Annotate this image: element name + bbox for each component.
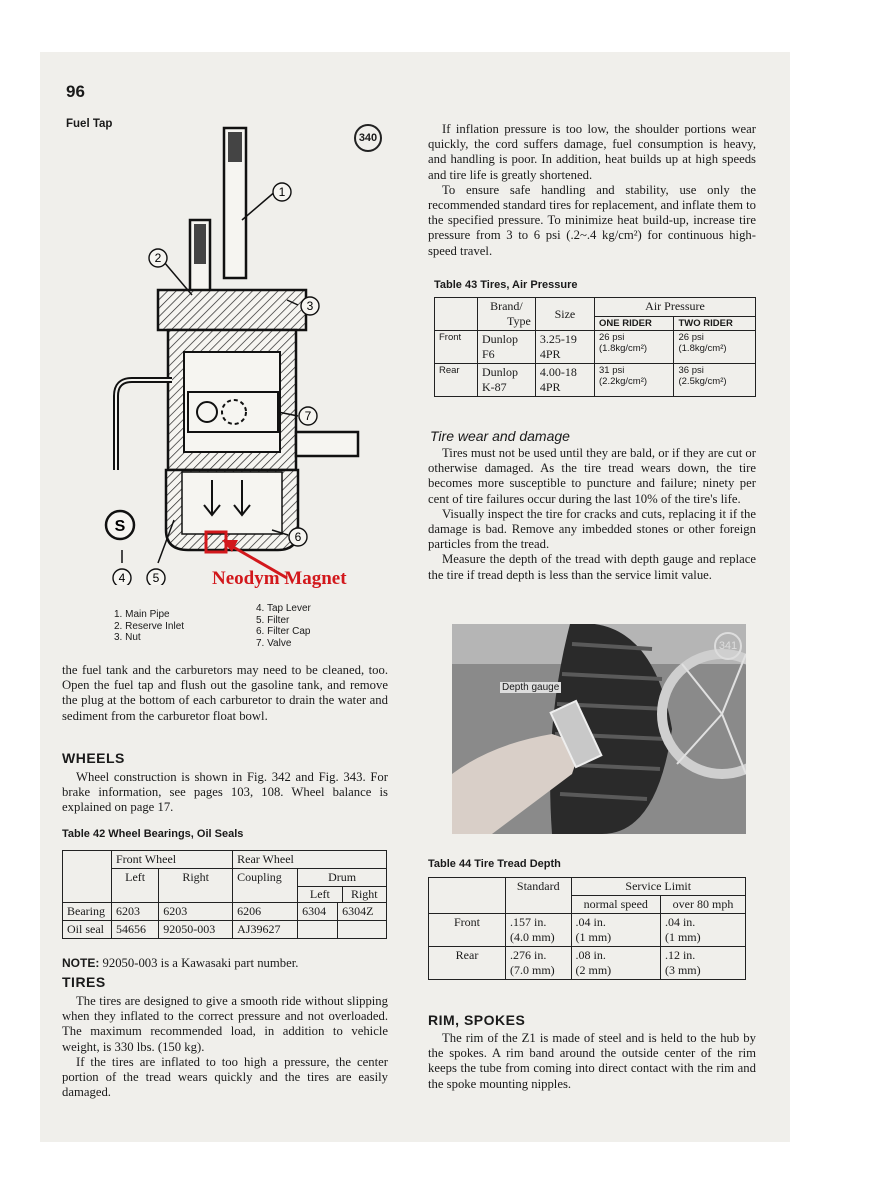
lever-arm-inner bbox=[116, 380, 172, 470]
cell-line: F6 bbox=[482, 347, 495, 361]
table-cell: Bearing bbox=[63, 903, 112, 921]
main-pipe-screen bbox=[228, 132, 242, 162]
wheel-bearings-table bbox=[62, 850, 387, 939]
legend-item: 7. Valve bbox=[256, 637, 292, 649]
th-type: Type bbox=[507, 314, 531, 328]
wheels-text: Wheel construction is shown in Fig. 342 and Fig. 343. For brake information, see pages 103, 108. Wheel balance is explained on page 17. bbox=[62, 770, 388, 815]
legend-item: 3. Nut bbox=[114, 632, 141, 643]
cell-line: (7.0 mm) bbox=[510, 963, 555, 977]
th-left: Left bbox=[112, 869, 159, 903]
cell-line: (4.0 mm) bbox=[510, 930, 555, 944]
table-row bbox=[429, 914, 746, 947]
table-row bbox=[429, 947, 746, 980]
legend-item: 5. Filter bbox=[256, 614, 290, 626]
th-air-pressure: Air Pressure bbox=[595, 298, 756, 317]
table-cell bbox=[595, 364, 674, 397]
table-cell: 54656 bbox=[112, 921, 159, 939]
wear-heading: Tire wear and damage bbox=[430, 428, 570, 444]
callout-6: 6 bbox=[294, 530, 302, 544]
th-drum-sub bbox=[298, 886, 386, 902]
table-cell bbox=[571, 914, 660, 947]
cell-line: Dunlop bbox=[482, 365, 518, 379]
table-row bbox=[435, 364, 756, 397]
nut-shape bbox=[158, 290, 306, 330]
cell-line: (2.2kg/cm²) bbox=[599, 376, 648, 387]
cell-line: 4PR bbox=[539, 380, 561, 394]
table-cell bbox=[571, 947, 660, 980]
table-cell: 92050-003 bbox=[159, 921, 233, 939]
cell-line: Dunlop bbox=[482, 332, 518, 346]
cell-line: .157 in. bbox=[510, 915, 547, 929]
table-cell: Rear bbox=[429, 947, 506, 980]
reserve-pipe-screen bbox=[194, 224, 206, 264]
wear-text-3: Measure the depth of the tread with depth gauge and replace the tire if tread depth is less than the service limit value. bbox=[428, 552, 756, 582]
fuel-tank-paragraph bbox=[62, 663, 388, 724]
th-rear-wheel: Rear Wheel bbox=[233, 851, 387, 869]
table-cell: AJ39627 bbox=[233, 921, 298, 939]
figure-title: Fuel Tap bbox=[66, 118, 113, 130]
callout-4: 4 bbox=[118, 571, 126, 585]
table-cell bbox=[660, 947, 745, 980]
cell-line: 26 psi bbox=[678, 332, 704, 343]
table-cell: 6206 bbox=[233, 903, 298, 921]
th-standard: Standard bbox=[506, 878, 572, 914]
cell-line: (1.8kg/cm²) bbox=[599, 343, 648, 354]
th-size: Size bbox=[535, 298, 594, 331]
callout-5: 5 bbox=[152, 571, 160, 585]
cell-line: .12 in. bbox=[664, 948, 696, 962]
magnet-annotation: Neodym Magnet bbox=[212, 568, 347, 589]
photo-number: 341 bbox=[714, 632, 742, 660]
cell-line: .04 in. bbox=[575, 915, 606, 929]
legend-item: 4. Tap Lever bbox=[256, 603, 311, 614]
figure-number: 340 bbox=[354, 124, 382, 152]
legend-item: 2. Reserve Inlet bbox=[114, 620, 185, 632]
th-front-wheel: Front Wheel bbox=[112, 851, 233, 869]
table42-caption: Table 42 Wheel Bearings, Oil Seals bbox=[62, 828, 244, 840]
cell-line: K-87 bbox=[482, 380, 507, 394]
table-cell bbox=[478, 364, 536, 397]
note-label: NOTE: bbox=[62, 956, 100, 970]
tires-paragraphs bbox=[62, 994, 388, 1100]
th-two-rider: TWO RIDER bbox=[674, 316, 756, 330]
table-cell bbox=[338, 921, 387, 939]
th-service-limit: Service Limit bbox=[571, 878, 746, 896]
table-row bbox=[63, 921, 387, 939]
cell-line: 4PR bbox=[539, 347, 561, 361]
table-cell: 6203 bbox=[159, 903, 233, 921]
legend-right bbox=[256, 603, 311, 649]
table-cell bbox=[595, 331, 674, 364]
table-cell: Front bbox=[429, 914, 506, 947]
cell-line: 4.00-18 bbox=[539, 365, 577, 379]
inflation-text-1: If inflation pressure is too low, the shoulder portions wear quickly, the cord suffers damage, fuel consumption is heavy, and handling is poor. In addition, heat builds up at high speeds and tire life is greatly shortened. bbox=[428, 122, 756, 182]
rim-heading: RIM, SPOKES bbox=[428, 1012, 526, 1028]
cell-line: 36 psi bbox=[678, 365, 704, 376]
page-number: 96 bbox=[66, 82, 85, 101]
tires-text-2: If the tires are inflated to too high a pressure, the center portion of the tread wears quickly and the tires are easily damaged. bbox=[62, 1054, 388, 1100]
table-cell bbox=[506, 914, 572, 947]
legend-item: 1. Main Pipe bbox=[114, 609, 170, 620]
cell-line: 26 psi bbox=[599, 332, 625, 343]
th-one-rider: ONE RIDER bbox=[595, 316, 674, 330]
table-cell bbox=[674, 364, 756, 397]
cell-line: (3 mm) bbox=[664, 963, 701, 977]
wear-text-2: Visually inspect the tire for cracks and cuts, replacing it if the damage is bad. Remove any imbedded stones or other foreign particles from the tread. bbox=[428, 506, 756, 552]
table43-caption: Table 43 Tires, Air Pressure bbox=[434, 279, 578, 291]
table-cell bbox=[535, 331, 594, 364]
wear-text-1: Tires must not be used until they are bald, or if they are cut or otherwise damaged. As the tire tread wears down, the tire becomes more susceptible to puncture and failure; ninety per cent of tire failures occur during the last 10% of the tire's life. bbox=[428, 446, 756, 506]
table-row bbox=[63, 903, 387, 921]
rim-text: The rim of the Z1 is made of steel and is held to the hub by the spokes. A rim band around the outside center of the rim keeps the tube from coming into direct contact with the rim and the spoke mounting nipples. bbox=[428, 1031, 756, 1091]
rim-paragraph bbox=[428, 1031, 756, 1092]
th-drum-left: Left bbox=[298, 887, 342, 902]
cell-line: (2.5kg/cm²) bbox=[678, 376, 727, 387]
lever-arm bbox=[116, 380, 172, 470]
th-normal-speed: normal speed bbox=[571, 896, 660, 914]
outlet-pipe bbox=[296, 432, 358, 456]
cell-line: (1 mm) bbox=[575, 930, 612, 944]
depth-gauge-label: Depth gauge bbox=[502, 682, 560, 693]
cell-line: 3.25-19 bbox=[539, 332, 577, 346]
table-cell bbox=[478, 331, 536, 364]
cell-line: .04 in. bbox=[664, 915, 696, 929]
wheels-paragraph bbox=[62, 770, 388, 816]
cell-line: (1.8kg/cm²) bbox=[678, 343, 727, 354]
table-cell bbox=[660, 914, 745, 947]
valve-port bbox=[197, 402, 217, 422]
tire-pressure-table bbox=[434, 297, 756, 397]
table-cell: 6203 bbox=[112, 903, 159, 921]
table-cell bbox=[506, 947, 572, 980]
s-knob-label: S bbox=[114, 518, 126, 535]
table-cell: Oil seal bbox=[63, 921, 112, 939]
tires-text-1: The tires are designed to give a smooth ride without slipping when they inflated to the correct pressure and not overloaded. The maximum recommended load, in addition to vehicle weight, is 330 lbs. (150 kg). bbox=[62, 994, 388, 1054]
inflation-paragraphs bbox=[428, 122, 756, 259]
th-drum-right: Right bbox=[350, 887, 378, 901]
th-over-80: over 80 mph bbox=[660, 896, 745, 914]
cell-line: .08 in. bbox=[575, 948, 606, 962]
th-brand: Brand/ bbox=[490, 299, 523, 313]
cell-line: .276 in. bbox=[510, 948, 547, 962]
callout-3: 3 bbox=[306, 299, 314, 313]
filter-shape bbox=[182, 472, 282, 534]
callout-2: 2 bbox=[154, 251, 162, 265]
inflation-text-2: To ensure safe handling and stability, use only the recommended standard tires for replacement, and inflate them to the specified pressure. To minimize heat build-up, increase tire pressure from 3 to 6 psi (.2~.4 kg/cm²) for continuous high-speed travel. bbox=[428, 182, 756, 258]
table-cell bbox=[674, 331, 756, 364]
th-drum: Drum bbox=[328, 870, 357, 884]
legend-item: 6. Filter Cap bbox=[256, 626, 311, 637]
table-cell: Rear bbox=[435, 364, 478, 397]
th-drum-group bbox=[298, 869, 387, 903]
th-brand-type bbox=[478, 298, 536, 331]
cell-line: 31 psi bbox=[599, 365, 625, 376]
fuel-tap-diagram bbox=[92, 120, 382, 585]
table-cell bbox=[298, 921, 338, 939]
callout-1: 1 bbox=[278, 185, 286, 199]
cell-line: (2 mm) bbox=[575, 963, 612, 977]
table-cell: 6304Z bbox=[338, 903, 387, 921]
tires-heading: TIRES bbox=[62, 974, 106, 990]
intro-text: the fuel tank and the carburetors may need to be cleaned, too. Open the fuel tap and flush out the gasoline tank, and remove the plug at the bottom of each carburetor to drain the water and sediment from the carburetor float bowl. bbox=[62, 663, 388, 723]
legend-left bbox=[114, 609, 184, 644]
th-coupling: Coupling bbox=[233, 869, 298, 903]
note-line bbox=[62, 956, 392, 971]
wear-paragraphs bbox=[428, 446, 756, 583]
cell-line: (1 mm) bbox=[664, 930, 701, 944]
wheels-heading: WHEELS bbox=[62, 750, 125, 766]
table-cell bbox=[535, 364, 594, 397]
table-row bbox=[435, 331, 756, 364]
table44-caption: Table 44 Tire Tread Depth bbox=[428, 858, 561, 870]
note-text: 92050-003 is a Kawasaki part number. bbox=[99, 956, 299, 970]
table-cell: Front bbox=[435, 331, 478, 364]
tread-depth-table bbox=[428, 877, 746, 980]
tread-depth-photo bbox=[452, 624, 746, 834]
th-right: Right bbox=[159, 869, 233, 903]
callout-7: 7 bbox=[304, 409, 312, 423]
table-cell: 6304 bbox=[298, 903, 338, 921]
photo-drawing bbox=[452, 624, 746, 834]
